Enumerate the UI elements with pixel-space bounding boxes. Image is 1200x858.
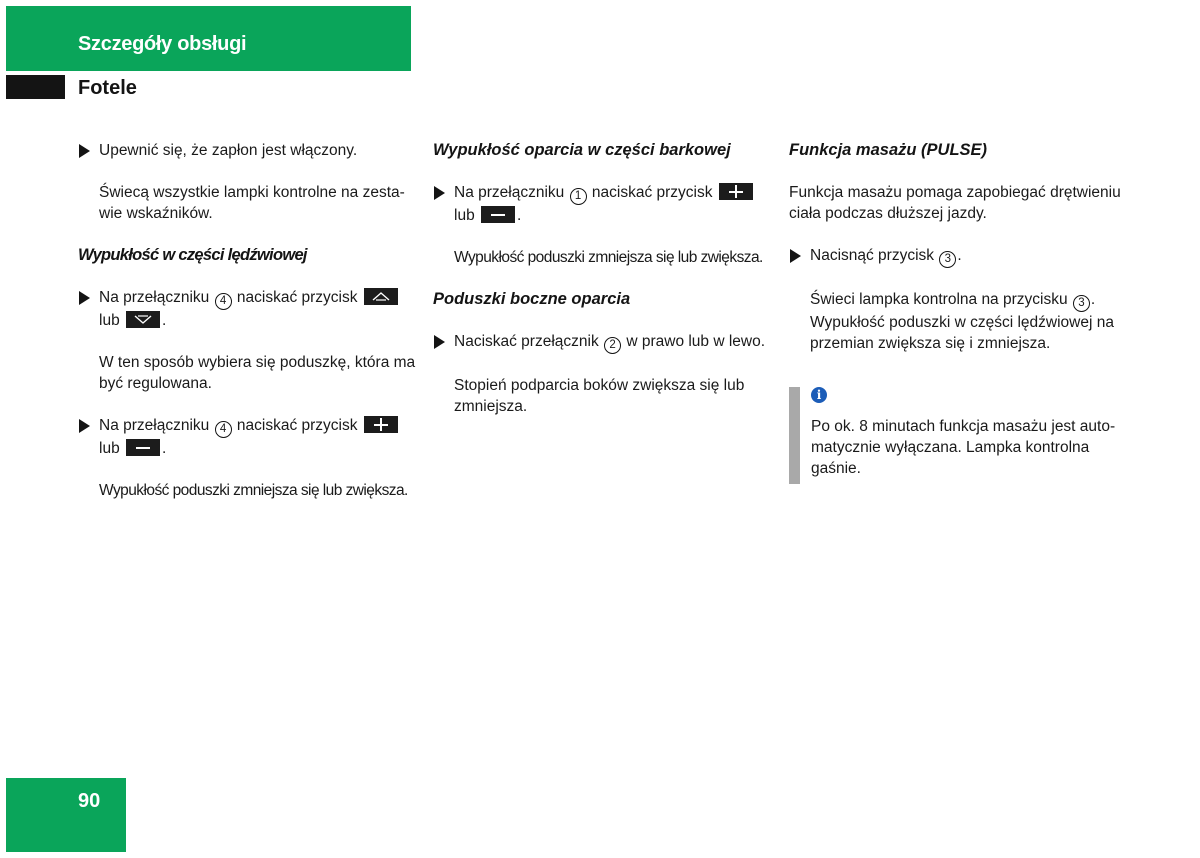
step-text: naciskać przycisk (236, 289, 358, 306)
button-number-badge: 3 (939, 251, 956, 268)
step-text: Na przełączniku (99, 289, 210, 306)
step-text: lub (99, 440, 120, 457)
info-text: Po ok. 8 minutach funkcja masażu jest auto-matycznie wyłączana. Lampka kontrolna gaśnie. (811, 418, 1116, 477)
result-note: Wypukłość poduszki zmniejsza się lub zwiększa. (99, 482, 408, 499)
step-arrow-icon (79, 291, 90, 305)
step-text: w prawo lub w lewo. (626, 333, 766, 350)
step-text: naciskać przycisk (591, 184, 713, 201)
intro-text: Funkcja masażu pomaga zapobiegać drętwieniu ciała podczas dłuższej jazdy. (789, 184, 1121, 222)
step-text: naciskać przycisk (236, 417, 358, 434)
info-box (789, 387, 1134, 479)
note-text: Wypukłość poduszki w części lędźwiowej na przemian zwiększa się i zmniejsza. (810, 314, 1114, 352)
result-note: Wypukłość poduszki zmniejsza się lub zwiększa. (454, 249, 763, 266)
column-3 (789, 140, 1134, 479)
column-1 (78, 140, 416, 522)
subsection-marker (6, 75, 65, 99)
button-number-badge: 3 (1073, 295, 1090, 312)
step-text: lub (454, 207, 475, 224)
info-side-bar (789, 387, 800, 484)
result-note: Świecą wszystkie lampki kontrolne na zesta-wie wskaźników. (99, 184, 405, 222)
result-note: Stopień podparcia boków zwiększa się lub zmniejsza. (454, 377, 745, 415)
step-text: lub (99, 312, 120, 329)
step-text: Nacisnąć przycisk (810, 247, 935, 264)
step-arrow-icon (434, 186, 445, 200)
instruction-step (433, 331, 773, 354)
heading-massage: Funkcja masażu (PULSE) (789, 141, 988, 159)
chevron-up-button-icon (364, 288, 398, 305)
page-number: 90 (78, 790, 101, 812)
heading-side-bolsters: Poduszki boczne oparcia (433, 290, 631, 308)
step-arrow-icon (79, 419, 90, 433)
instruction-step (78, 140, 416, 161)
switch-number-badge: 4 (215, 421, 232, 438)
minus-button-icon (481, 206, 515, 223)
section-title: Szczegóły obsługi (78, 33, 247, 55)
step-arrow-icon (790, 249, 801, 263)
switch-number-badge: 2 (604, 337, 621, 354)
switch-number-badge: 1 (570, 188, 587, 205)
step-text: Upewnić się, że zapłon jest włączony. (99, 142, 358, 159)
plus-button-icon (719, 183, 753, 200)
info-icon: i (811, 387, 827, 403)
step-text: Na przełączniku (99, 417, 210, 434)
step-arrow-icon (79, 144, 90, 158)
instruction-step: Na przełączniku 1 naciskać przycisk lub . (433, 182, 773, 226)
step-arrow-icon (434, 335, 445, 349)
switch-number-badge: 4 (215, 293, 232, 310)
step-text: Na przełączniku (454, 184, 565, 201)
page-number-box (6, 778, 126, 852)
heading-lumbar: Wypukłość w części lędźwiowej (78, 246, 307, 264)
result-note: Świeci lampka kontrolna na przycisku 3 . Wypukłość poduszki w części lędźwiowej na przemian zwiększa się i zmniejsza. (810, 291, 1114, 352)
minus-button-icon (126, 439, 160, 456)
chevron-down-button-icon (126, 311, 160, 328)
instruction-step: Na przełączniku 4 naciskać przycisk lub . (78, 287, 416, 331)
column-2 (433, 140, 773, 438)
subsection-title: Fotele (78, 77, 137, 99)
plus-button-icon (364, 416, 398, 433)
note-text: Świeci lampka kontrolna na przycisku (810, 291, 1068, 308)
instruction-step: Nacisnąć przycisk 3 . (789, 245, 1134, 268)
step-text: Naciskać przełącznik (454, 333, 599, 350)
result-note: W ten sposób wybiera się poduszkę, która ma być regulowana. (99, 354, 416, 392)
heading-shoulder: Wypukłość oparcia w części barkowej (433, 141, 731, 159)
instruction-step: Na przełączniku 4 naciskać przycisk lub . (78, 415, 416, 459)
